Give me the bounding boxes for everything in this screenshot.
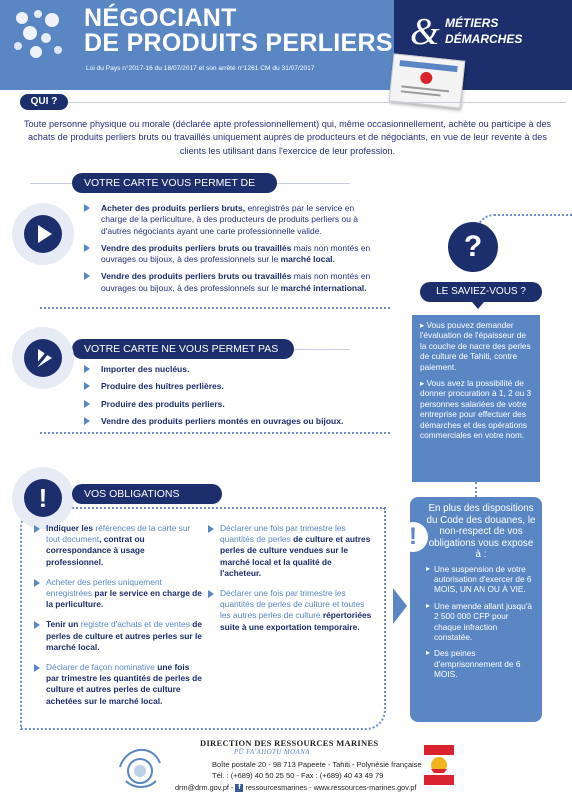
footer-phone: Tél. : (+689) 40 50 25 50 - Fax : (+689) 40 43 49 79 bbox=[212, 771, 384, 780]
polynesia-emblem bbox=[424, 745, 454, 785]
category-label: MÉTIERS DÉMARCHES bbox=[445, 16, 523, 46]
obligations-left-column bbox=[34, 523, 202, 716]
chevron-down-icon bbox=[472, 302, 484, 309]
drm-logo bbox=[112, 737, 168, 793]
sanctions-box bbox=[410, 497, 542, 722]
list-item: Produire des huîtres perlières. bbox=[84, 381, 380, 392]
sanction-item: ▸ Des peines d'emprisonnement de 6 MOIS. bbox=[426, 648, 536, 679]
footer-contact bbox=[175, 783, 416, 792]
dotted-separator bbox=[40, 307, 390, 309]
question-icon: ? bbox=[448, 222, 498, 272]
permet-list bbox=[84, 203, 380, 300]
list-item: Indiquer les références de la carte sur tout document, contrat ou correspondance à usage professionnel. bbox=[34, 523, 202, 568]
sanctions-heading: En plus des dispositions du Code des douanes, le non-respect de vos obligations vous expose à : bbox=[426, 503, 536, 560]
list-item: Importer des nucléus. bbox=[84, 364, 380, 375]
info-item: ▸ Vous pouvez demander l'évaluation de l'épaisseur de la couche de nacre des perles de culture de Tahiti, contre paiement. bbox=[420, 320, 531, 372]
sanction-item: ▸ Une suspension de votre autorisation d'exercer de 6 MOIS, UN AN OU À VIE. bbox=[426, 564, 536, 595]
interdit-list bbox=[84, 364, 380, 433]
exclamation-icon: ! bbox=[398, 522, 428, 552]
page-title: NÉGOCIANT DE PRODUITS PERLIERS bbox=[84, 4, 393, 57]
facebook-link[interactable]: ressourcesmarines bbox=[245, 783, 308, 792]
dotted-connector bbox=[475, 482, 477, 497]
facebook-icon: f bbox=[235, 784, 243, 792]
qui-label: QUI ? bbox=[20, 94, 68, 110]
section-title-obligations: VOS OBLIGATIONS bbox=[72, 484, 222, 504]
list-item: Produire des produits perliers. bbox=[84, 399, 380, 410]
saviez-vous-box bbox=[412, 315, 540, 482]
list-item: Déclarer de façon nominative une fois par trimestre les quantités de perles de culture et autres perles de culture achetées sur le marché local. bbox=[34, 662, 202, 707]
list-item: Vendre des produits perliers bruts ou travaillés mais non montés en ouvrages ou bijoux, à des professionnels sur le marché local. bbox=[84, 243, 380, 266]
list-item: Vendre des produits perliers bruts ou travaillés mais non montés en ouvrages ou bijoux, à des professionnels sur le marché international. bbox=[84, 271, 380, 294]
pearls-icon bbox=[8, 6, 68, 66]
footer-address: Boîte postale 20 - 98 713 Papeete - Tahiti - Polynésie française bbox=[212, 760, 422, 769]
forbidden-play-icon bbox=[24, 339, 62, 377]
qui-description: Toute personne physique ou morale (déclarée apte professionnellement) qui, même occasionnellement, achète ou participe à des achats de produits perliers bruts ou travaillés uniquement auprès de producteurs et de négociants, en vue de leur revente à des clients les utilisant dans l'exercice de leur profession. bbox=[23, 119, 552, 156]
ampersand: & bbox=[410, 11, 440, 53]
footer-subtitle: PŪ FA'AHOTU MOANA bbox=[234, 749, 310, 756]
arrow-right-icon bbox=[393, 588, 407, 624]
saviez-vous-title: LE SAVIEZ-VOUS ? bbox=[420, 282, 542, 302]
list-item: Déclarer une fois par trimestre les quantités de perles de culture et autres perles de culture vendues sur le marché local et la qualité de l'acheteur. bbox=[208, 523, 373, 579]
info-item: ▸ Vous avez la possibilité de donner procuration à 1, 2 ou 3 personnes salariées de votre entreprise pour effectuer des démarches et des opérations commerciales en votre nom. bbox=[420, 378, 532, 441]
section-title-permet: VOTRE CARTE VOUS PERMET DE bbox=[72, 173, 277, 193]
list-item: Déclarer une fois par trimestre les quantités de perles de culture et toutes les autres perles de culture répertoriées suite à une exportation temporaire. bbox=[208, 588, 373, 633]
sanction-item: ▸ Une amende allant jusqu'à 2 500 000 CFP pour chaque infraction constatée. bbox=[426, 601, 536, 643]
email-link[interactable]: drm@drm.gov.pf - bbox=[175, 783, 234, 792]
play-icon bbox=[24, 215, 62, 253]
list-item: Vendre des produits perliers montés en ouvrages ou bijoux. bbox=[84, 416, 380, 427]
professional-card-image bbox=[389, 53, 466, 108]
list-item: Acheter des produits perliers bruts, enregistrés par le service en charge de la perliculture, à des producteurs de produits perliers ou à d'autres négociants ayant une carte professionnelle valide. bbox=[84, 203, 380, 237]
footer-title: DIRECTION DES RESSOURCES MARINES bbox=[200, 738, 379, 748]
list-item: Acheter des perles uniquement enregistrées par le service en charge de la perliculture. bbox=[34, 577, 202, 611]
legal-reference: Loi du Pays n°2017-16 du 18/07/2017 et son arrêté n°1261 CM du 31/07/2017 bbox=[86, 65, 315, 72]
divider bbox=[20, 102, 566, 103]
obligations-right-column bbox=[208, 523, 373, 642]
list-item: Tenir un registre d'achats et de ventes de perles de culture et autres perles sur le marché local. bbox=[34, 619, 202, 653]
exclamation-icon: ! bbox=[24, 479, 62, 517]
website-link[interactable]: - www.ressources-marines.gov.pf bbox=[309, 783, 417, 792]
section-title-interdit: VOTRE CARTE NE VOUS PERMET PAS DE bbox=[72, 339, 294, 359]
